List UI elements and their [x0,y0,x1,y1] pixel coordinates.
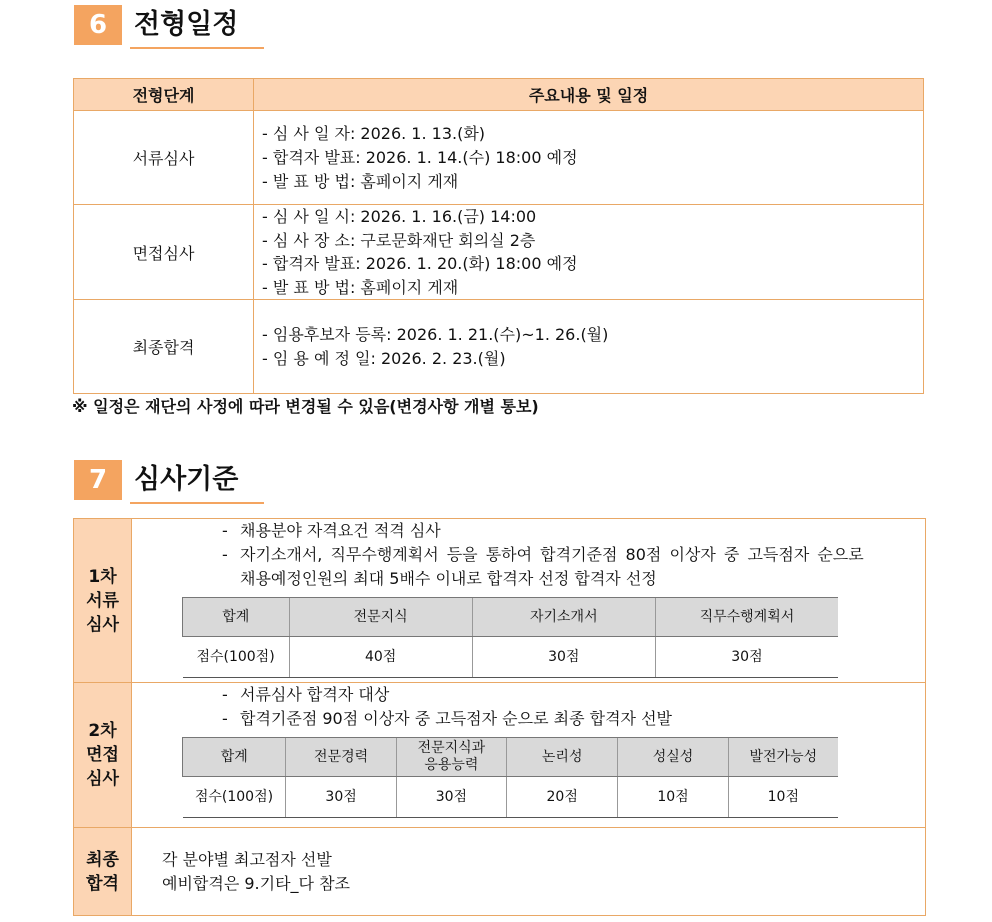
section-title: 심사기준 [134,464,239,495]
score-header: 직무수행계획서 [655,598,838,637]
detail-line: - 심 사 일 시: 2026. 1. 16.(금) 14:00 [262,207,537,226]
score-value: 20점 [507,777,618,818]
score-table [182,737,838,818]
label-line: 최종 [86,849,119,870]
row-label [74,828,132,916]
score-header: 성실성 [618,738,728,777]
score-header: 논리성 [507,738,618,777]
score-value: 40점 [289,637,472,678]
score-header: 전문지식 [289,598,472,637]
stage-cell: 최종합격 [74,300,254,394]
criteria-row [74,683,926,828]
final-line: 예비합격은 9.기타_다 참조 [162,874,350,893]
criteria-body [132,519,926,683]
section-underline [130,47,264,49]
score-table [182,597,838,678]
detail-cell [254,205,924,300]
criteria-body [132,683,926,828]
label-line: 1차 [88,566,117,587]
label-line: 심사 [86,614,119,635]
score-header: 발전가능성 [728,738,838,777]
score-value: 10점 [728,777,838,818]
table-row [74,205,924,300]
detail-line: - 발 표 방 법: 홈페이지 게재 [262,171,459,191]
bullet-item: - 자기소개서, 직무수행계획서 등을 통하여 합격기준점 80점 이상자 중 고득점자 순으로 [222,545,864,564]
detail-line: - 합격자 발표: 2026. 1. 14.(수) 18:00 예정 [262,147,578,167]
bullet-item: - 서류심사 합격자 대상 [222,685,390,704]
bullet-item-continued: 채용예정인원의 최대 5배수 이내로 합격자 선정 합격자 선정 [240,569,657,588]
score-value: 30점 [655,637,838,678]
score-value: 30점 [472,637,655,678]
stage-cell: 면접심사 [74,205,254,300]
label-line: 심사 [86,769,119,789]
section-number: 7 [74,460,122,500]
score-header: 전문경력 [286,738,396,777]
final-line: 각 분야별 최고점자 선발 [162,850,332,869]
score-header-row [183,738,839,777]
column-header: 주요내용 및 일정 [254,79,924,111]
score-value: 10점 [618,777,728,818]
score-value-row [183,637,839,678]
detail-line: - 심 사 장 소: 구로문화재단 회의실 2층 [262,230,536,250]
label-line: 서류 [86,590,119,611]
score-value-row [183,777,839,818]
criteria-row [74,828,926,916]
criteria-table [73,518,926,916]
table-row [74,300,924,394]
table-row [74,111,924,205]
criteria-row [74,519,926,683]
score-header-row [183,598,839,637]
score-header: 자기소개서 [472,598,655,637]
section-underline [130,502,264,504]
schedule-table [73,78,924,394]
detail-line: - 발 표 방 법: 홈페이지 게재 [262,277,459,297]
score-value: 30점 [286,777,396,818]
score-header: 합계 [183,598,290,637]
row-label [74,519,132,683]
bullet-item: - 합격기준점 90점 이상자 중 고득점자 순으로 최종 합격자 선발 [222,709,672,728]
detail-line: - 합격자 발표: 2026. 1. 20.(화) 18:00 예정 [262,254,578,273]
detail-line: - 임용후보자 등록: 2026. 1. 21.(수)~1. 26.(월) [262,324,609,344]
table-header-row [74,79,924,111]
row-label [74,683,132,828]
label-line: 합격 [86,873,119,894]
score-value: 점수(100점) [183,637,290,678]
label-line: 2차 [88,721,117,741]
score-header: 전문지식과 응용능력 [396,738,506,777]
detail-line: - 임 용 예 정 일: 2026. 2. 23.(월) [262,348,506,368]
criteria-body [132,828,926,916]
detail-cell [254,300,924,394]
label-line: 면접 [86,745,119,765]
column-header: 전형단계 [74,79,254,111]
stage-cell: 서류심사 [74,111,254,205]
score-value: 점수(100점) [183,777,286,818]
section-number: 6 [74,5,122,45]
bullet-item: - 채용분야 자격요건 적격 심사 [222,521,441,540]
detail-line: - 심 사 일 자: 2026. 1. 13.(화) [262,123,486,143]
schedule-note: ※ 일정은 재단의 사정에 따라 변경될 수 있음(변경사항 개별 통보) [72,397,539,416]
detail-cell [254,111,924,205]
score-value: 30점 [396,777,506,818]
score-header: 합계 [183,738,286,777]
section-title: 전형일정 [134,9,239,40]
